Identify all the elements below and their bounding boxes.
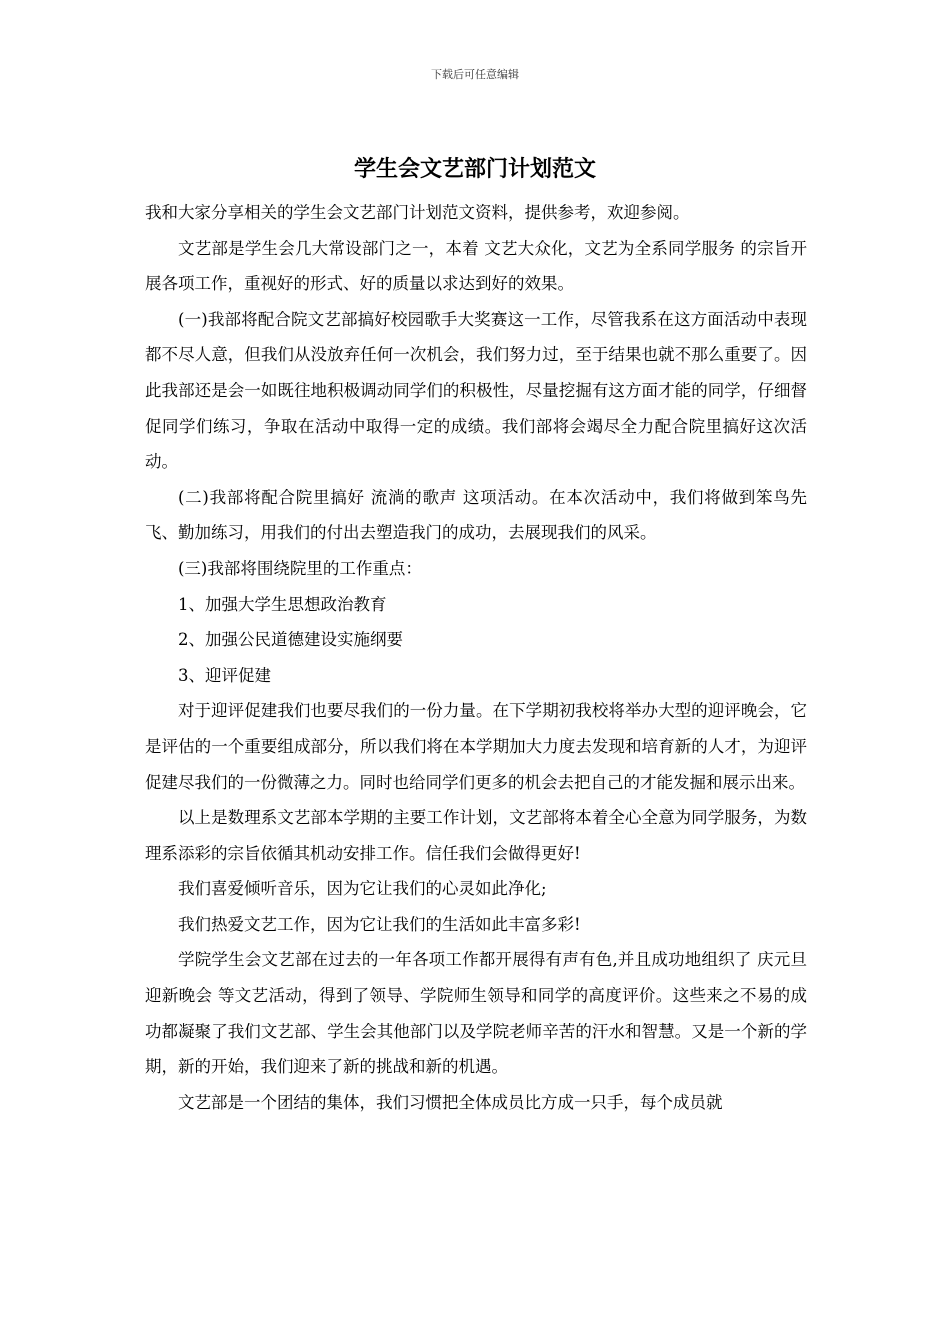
paragraph-item-two: (二)我部将配合院里搞好 流淌的歌声 这项活动。在本次活动中，我们将做到笨鸟先飞、勤加练习，用我们的付出去塑造我门的成功，去展现我们的风采。 [145, 487, 807, 543]
paragraph-review: 学院学生会文艺部在过去的一年各项工作都开展得有声有色,并且成功地组织了 庆元旦迎新晚会 等文艺活动，得到了领导、学院师生领导和同学的高度评价。这些来之不易的成功都凝聚了我们文艺部、学生会其他部门以及学院老师辛苦的汗水和智慧。又是一个新的学期，新的开始，我们迎来了新的挑战和新的机遇。 [145, 950, 807, 1077]
list-item-3: 3、迎评促建 [178, 665, 271, 685]
paragraph-item-three: (三)我部将围绕院里的工作重点： [178, 558, 422, 578]
paragraph-team: 文艺部是一个团结的集体，我们习惯把全体成员比方成一只手，每个成员就 [178, 1092, 723, 1112]
document-title: 学生会文艺部门计划范文 [353, 156, 596, 182]
document-body [145, 195, 807, 1120]
paragraph-art: 我们热爱文艺工作，因为它让我们的生活如此丰富多彩! [178, 914, 581, 934]
paragraph-item-one: (一)我部将配合院文艺部搞好校园歌手大奖赛这一工作，尽管我系在这方面活动中表现都不尽人意，但我们从没放弃任何一次机会，我们努力过，至于结果也就不那么重要了。因此我部还是会一如既往地积极调动同学们的积极性，尽量挖掘有这方面才能的同学，仔细督促同学们练习，争取在活动中取得一定的成绩。我们部将会竭尽全力配合院里搞好这次活动。 [145, 309, 807, 472]
paragraph-music: 我们喜爱倾听音乐，因为它让我们的心灵如此净化; [178, 879, 547, 899]
page-header-note: 下载后可任意编辑 [431, 68, 519, 81]
list-item-2: 2、加强公民道德建设实施纲要 [178, 630, 403, 650]
intro-paragraph: 我和大家分享相关的学生会文艺部门计划范文资料，提供参考，欢迎参阅。 [145, 203, 690, 222]
paragraph-summary: 以上是数理系文艺部本学期的主要工作计划，文艺部将本着全心全意为同学服务，为数理系添彩的宗旨依循其机动安排工作。信任我们会做得更好! [145, 808, 807, 863]
paragraph-evaluation: 对于迎评促建我们也要尽我们的一份力量。在下学期初我校将举办大型的迎评晚会，它是评估的一个重要组成部分，所以我们将在本学期加大力度去发现和培育新的人才，为迎评促建尽我们的一份微薄之力。同时也给同学们更多的机会去把自己的才能发掘和展示出来。 [145, 701, 807, 792]
paragraph-purpose: 文艺部是学生会几大常设部门之一，本着 文艺大众化，文艺为全系同学服务 的宗旨开展各项工作，重视好的形式、好的质量以求达到好的效果。 [145, 238, 807, 294]
list-item-1: 1、加强大学生思想政治教育 [178, 594, 387, 614]
